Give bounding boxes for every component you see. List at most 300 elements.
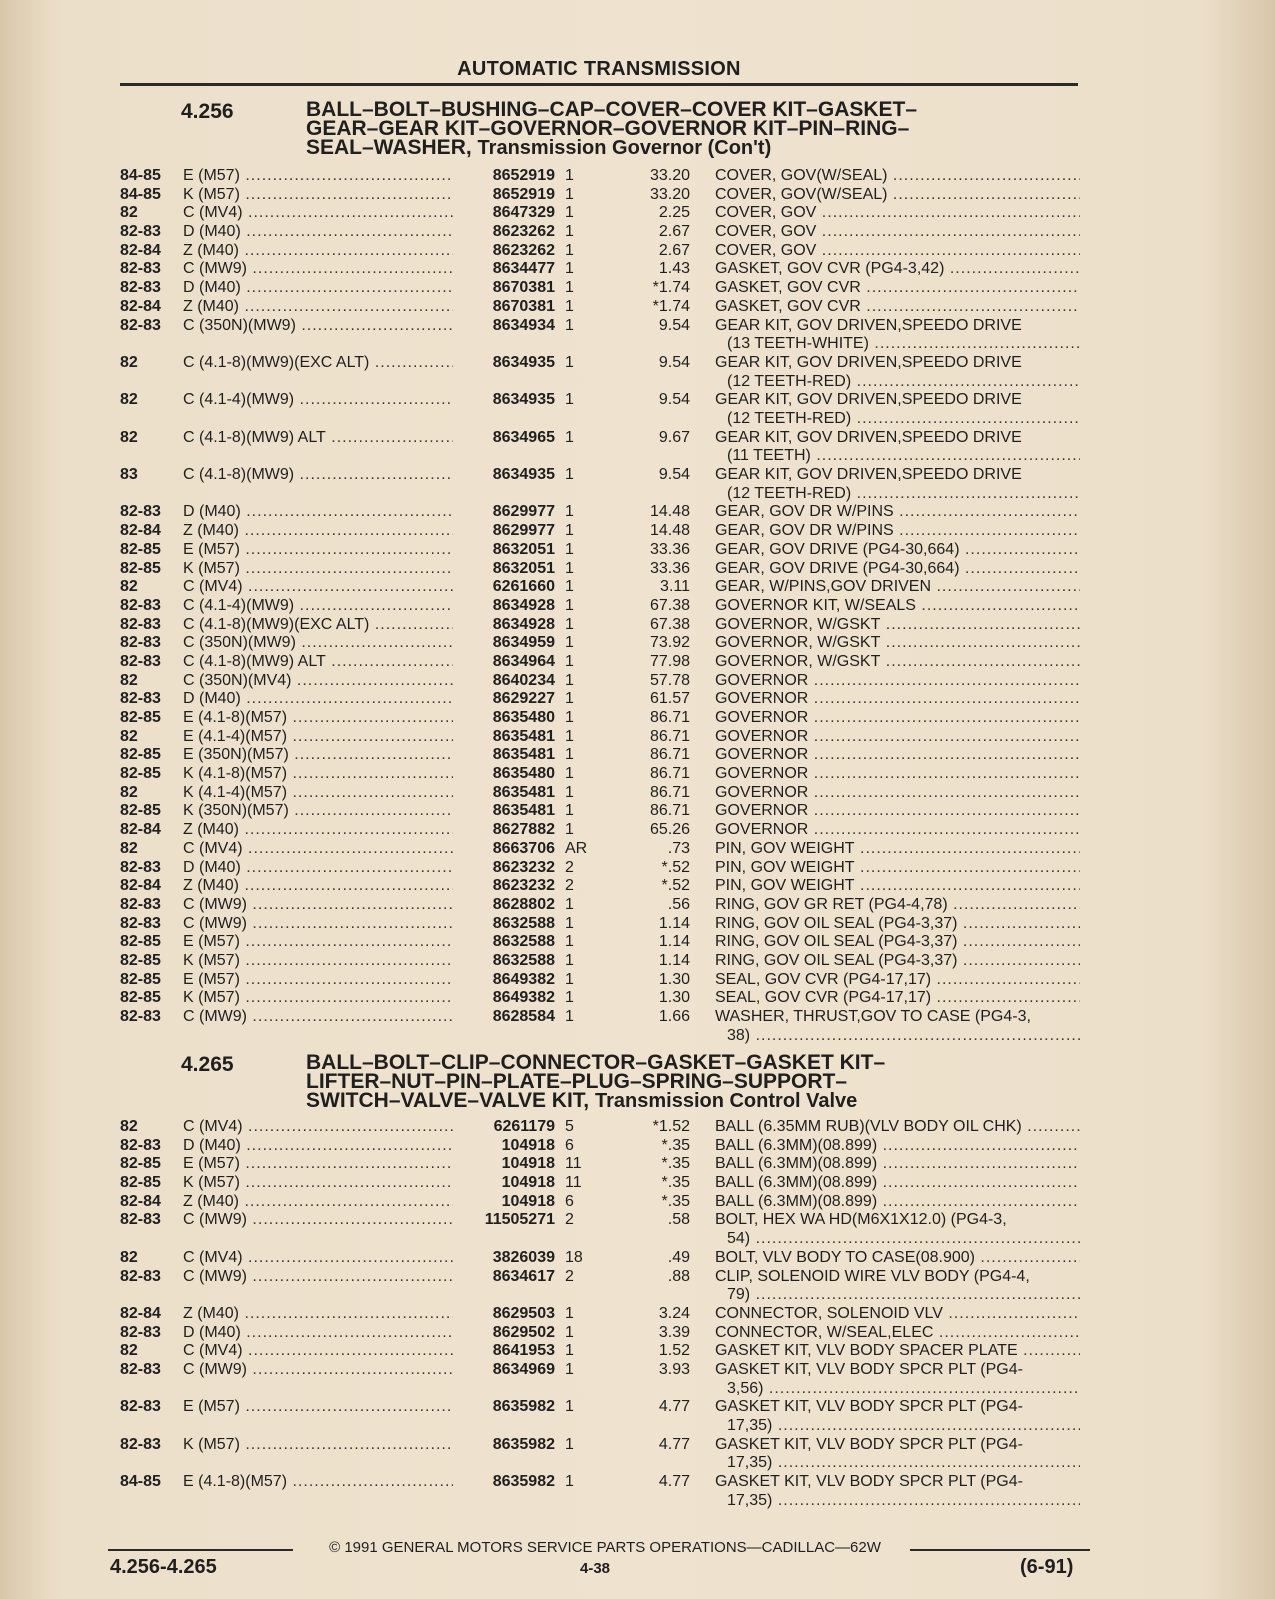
price-cell: 1.30 (658, 970, 690, 988)
table-row (0, 204, 1275, 223)
part-number-cell: 8632588 (492, 933, 555, 951)
part-number-cell: 8640234 (492, 671, 555, 689)
description-line: GASKET, GOV CVR (PG4-3,42) ..... (715, 260, 1080, 279)
description-cell (715, 298, 1080, 317)
quantity-cell: 1 (565, 503, 574, 521)
year-cell: 82 (120, 1342, 138, 1360)
year-cell: 82-83 (120, 615, 161, 633)
quantity-cell: 1 (565, 1473, 574, 1491)
year-cell: 82-85 (120, 951, 161, 969)
year-cell: 82 (120, 1248, 138, 1266)
quantity-cell: 5 (565, 1118, 574, 1135)
model-cell: C (350N)(MV4) ..... (183, 672, 453, 691)
table-row (0, 186, 1275, 205)
description-line: GOVERNOR ..... (715, 765, 1080, 784)
part-number-cell: 8670381 (492, 297, 555, 315)
description-cell (715, 204, 1080, 223)
table-row (0, 466, 1275, 503)
table-row (0, 429, 1275, 466)
description-cell (715, 653, 1080, 672)
part-number-cell: 8635481 (492, 783, 555, 801)
description-cell (715, 709, 1080, 728)
description-line: 38) ..... (715, 1027, 1080, 1046)
part-number-cell: 8623262 (492, 223, 555, 241)
price-cell: 4.77 (658, 1398, 690, 1416)
model-cell: Z (M40) ..... (183, 298, 453, 317)
section-title-line (306, 1091, 1046, 1111)
model-cell: C (MW9) ..... (183, 1361, 453, 1380)
price-cell: 3.39 (658, 1323, 690, 1341)
part-number-cell: 8634965 (492, 428, 555, 446)
part-number-cell: 8632051 (492, 540, 555, 558)
model-cell: D (M40) ..... (183, 690, 453, 709)
year-cell: 84-85 (120, 1473, 161, 1491)
year-cell: 82-83 (120, 634, 161, 652)
description-line: GEAR KIT, GOV DRIVEN,SPEEDO DRIVE (715, 466, 1022, 484)
quantity-cell: 6 (565, 1136, 574, 1154)
year-cell: 82-83 (120, 1267, 161, 1285)
part-number-cell: 8623232 (492, 858, 555, 876)
part-number-cell: 104918 (501, 1136, 555, 1154)
price-cell: 9.67 (658, 428, 690, 446)
description-line: GEAR, GOV DR W/PINS ..... (715, 522, 1080, 541)
description-line: COVER, GOV ..... (715, 242, 1080, 261)
part-number-cell: 8632588 (492, 951, 555, 969)
part-number-cell: 11505271 (484, 1211, 555, 1229)
description-line: GEAR KIT, GOV DRIVEN,SPEEDO DRIVE (715, 316, 1022, 334)
year-cell: 82-85 (120, 933, 161, 951)
section-number: 4.265 (181, 1053, 234, 1076)
year-cell: 82 (120, 428, 138, 446)
description-cell (715, 597, 1080, 616)
description-line: GEAR, GOV DRIVE (PG4-30,664) ..... (715, 560, 1080, 579)
part-number-cell: 8652919 (492, 185, 555, 203)
table-row (0, 672, 1275, 691)
description-cell (715, 242, 1080, 261)
table-row (0, 1473, 1275, 1510)
model-cell: Z (M40) ..... (183, 1305, 453, 1324)
part-number-cell: 8627882 (492, 821, 555, 839)
year-cell: 82-85 (120, 709, 161, 727)
quantity-cell: 1 (565, 652, 574, 670)
description-cell (715, 279, 1080, 298)
price-cell: 3.11 (660, 578, 690, 596)
description-line: SEAL, GOV CVR (PG4-17,17) ..... (715, 971, 1080, 990)
quantity-cell: 1 (565, 596, 574, 614)
description-line: GEAR, W/PINS,GOV DRIVEN ..... (715, 578, 1080, 597)
quantity-cell: 1 (565, 765, 574, 783)
year-cell: 82-84 (120, 522, 161, 540)
quantity-cell: 1 (565, 167, 574, 184)
year-cell: 82 (120, 671, 138, 689)
model-cell: E (4.1-8)(M57) ..... (183, 709, 453, 728)
description-cell (715, 1473, 1080, 1510)
description-line: (12 TEETH-RED) ..... (715, 373, 1080, 392)
description-line: GEAR, GOV DR W/PINS ..... (715, 503, 1080, 522)
table-row (0, 1155, 1275, 1174)
description-cell (715, 1249, 1080, 1268)
price-cell: 1.52 (658, 1342, 690, 1360)
price-cell: 86.71 (649, 727, 690, 745)
table-row (0, 242, 1275, 261)
footer-rule (108, 1549, 293, 1551)
parts-table (0, 1118, 1275, 1511)
part-number-cell: 8632588 (492, 914, 555, 932)
model-cell: C (4.1-4)(MW9) ..... (183, 391, 453, 410)
year-cell: 82-83 (120, 690, 161, 708)
section-number: 4.256 (181, 100, 234, 123)
part-number-cell: 8634617 (492, 1267, 555, 1285)
description-line: CONNECTOR, W/SEAL,ELEC ..... (715, 1324, 1080, 1343)
model-cell: E (M57) ..... (183, 167, 453, 186)
model-cell: E (M57) ..... (183, 1155, 453, 1174)
model-cell: C (4.1-8)(MW9) ALT ..... (183, 653, 453, 672)
model-cell: C (MW9) ..... (183, 896, 453, 915)
model-cell: Z (M40) ..... (183, 522, 453, 541)
part-number-cell: 8628584 (492, 1008, 555, 1026)
description-line: 79) ..... (715, 1286, 1080, 1305)
description-cell (715, 989, 1080, 1008)
model-cell: E (M57) ..... (183, 971, 453, 990)
description-line: GOVERNOR ..... (715, 746, 1080, 765)
description-cell (715, 1342, 1080, 1361)
description-line: PIN, GOV WEIGHT ..... (715, 840, 1080, 859)
price-cell: *.52 (661, 877, 690, 895)
part-number-cell: 8649382 (492, 970, 555, 988)
part-number-cell: 8649382 (492, 989, 555, 1007)
price-cell: 86.71 (649, 709, 690, 727)
price-cell: 57.78 (649, 671, 690, 689)
quantity-cell: 2 (565, 1267, 574, 1285)
description-cell (715, 1398, 1080, 1435)
quantity-cell: 1 (565, 970, 574, 988)
quantity-cell: 1 (565, 690, 574, 708)
description-cell (715, 765, 1080, 784)
description-line: GOVERNOR ..... (715, 672, 1080, 691)
year-cell: 82 (120, 391, 138, 409)
table-row (0, 802, 1275, 821)
table-row (0, 1008, 1275, 1045)
part-number-cell: 8635982 (492, 1473, 555, 1491)
price-cell: 1.30 (658, 989, 690, 1007)
year-cell: 82 (120, 1118, 138, 1135)
model-cell: C (MW9) ..... (183, 1268, 453, 1287)
description-cell (715, 1361, 1080, 1398)
description-line: GOVERNOR ..... (715, 690, 1080, 709)
description-cell (715, 1268, 1080, 1305)
part-number-cell: 8663706 (492, 839, 555, 857)
model-cell: E (M57) ..... (183, 933, 453, 952)
description-line: (11 TEETH) ..... (715, 447, 1080, 466)
table-row (0, 859, 1275, 878)
price-cell: 9.54 (658, 353, 690, 371)
table-row (0, 1268, 1275, 1305)
section-title (306, 100, 1046, 158)
section-subtitle: Transmission Control Valve (595, 1090, 858, 1112)
year-cell: 82-83 (120, 503, 161, 521)
model-cell: C (MV4) ..... (183, 578, 453, 597)
part-number-cell: 104918 (501, 1174, 555, 1192)
footer-section-range: 4.256-4.265 (110, 1556, 217, 1578)
description-cell (715, 690, 1080, 709)
part-number-cell: 3826039 (492, 1248, 555, 1266)
part-number-cell: 8635480 (492, 709, 555, 727)
quantity-cell: 1 (565, 353, 574, 371)
quantity-cell: 1 (565, 895, 574, 913)
quantity-cell: 1 (565, 746, 574, 764)
quantity-cell: 6 (565, 1192, 574, 1210)
model-cell: C (350N)(MW9) ..... (183, 634, 453, 653)
part-number-cell: 8670381 (492, 279, 555, 297)
table-row (0, 298, 1275, 317)
description-line: WASHER, THRUST,GOV TO CASE (PG4-3, (715, 1008, 1031, 1026)
description-cell (715, 354, 1080, 391)
part-number-cell: 8652919 (492, 167, 555, 184)
description-cell (715, 840, 1080, 859)
year-cell: 82-83 (120, 895, 161, 913)
quantity-cell: 1 (565, 391, 574, 409)
quantity-cell: 1 (565, 466, 574, 484)
description-line: CLIP, SOLENOID WIRE VLV BODY (PG4-4, (715, 1267, 1030, 1285)
year-cell: 82-83 (120, 279, 161, 297)
price-cell: 1.14 (658, 933, 690, 951)
part-number-cell: 8634969 (492, 1360, 555, 1378)
year-cell: 82-83 (120, 1008, 161, 1026)
model-cell: C (4.1-8)(MW9)(EXC ALT) ..... (183, 354, 453, 373)
year-cell: 83 (120, 466, 138, 484)
part-number-cell: 8634959 (492, 634, 555, 652)
table-row (0, 877, 1275, 896)
table-row (0, 1342, 1275, 1361)
quantity-cell: 1 (565, 783, 574, 801)
table-row (0, 541, 1275, 560)
description-line: (13 TEETH-WHITE) ..... (715, 335, 1080, 354)
description-cell (715, 821, 1080, 840)
part-number-cell: 8623262 (492, 241, 555, 259)
table-row (0, 1361, 1275, 1398)
price-cell: 2.67 (658, 241, 690, 259)
part-number-cell: 8634928 (492, 615, 555, 633)
model-cell: C (350N)(MW9) ..... (183, 317, 453, 336)
part-number-cell: 8632051 (492, 559, 555, 577)
price-cell: *1.52 (652, 1118, 690, 1135)
description-line: BALL (6.3MM)(08.899) ..... (715, 1155, 1080, 1174)
quantity-cell: 1 (565, 185, 574, 203)
model-cell: K (M57) ..... (183, 989, 453, 1008)
description-line: COVER, GOV ..... (715, 204, 1080, 223)
part-number-cell: 8634935 (492, 466, 555, 484)
description-cell (715, 971, 1080, 990)
part-number-cell: 8629503 (492, 1304, 555, 1322)
price-cell: 4.77 (658, 1473, 690, 1491)
model-cell: C (4.1-8)(MW9)(EXC ALT) ..... (183, 616, 453, 635)
table-row (0, 1305, 1275, 1324)
part-number-cell: 8629977 (492, 503, 555, 521)
section-title-line: BALL–BOLT–BUSHING–CAP–COVER–COVER KIT–GASKET– (306, 98, 918, 121)
price-cell: 1.43 (658, 260, 690, 278)
quantity-cell: 11 (565, 1174, 582, 1192)
quantity-cell: 1 (565, 1008, 574, 1026)
quantity-cell: 1 (565, 316, 574, 334)
description-line: BALL (6.35MM RUB)(VLV BODY OIL CHK) ..... (715, 1118, 1080, 1137)
description-line: GOVERNOR ..... (715, 802, 1080, 821)
description-cell (715, 802, 1080, 821)
part-number-cell: 8635982 (492, 1435, 555, 1453)
description-cell (715, 560, 1080, 579)
section-title-line: BALL–BOLT–CLIP–CONNECTOR–GASKET–GASKET KIT– (306, 1051, 886, 1074)
description-cell (715, 1436, 1080, 1473)
year-cell: 82-83 (120, 316, 161, 334)
table-row (0, 709, 1275, 728)
price-cell: 1.14 (658, 914, 690, 932)
table-row (0, 616, 1275, 635)
model-cell: C (MW9) ..... (183, 915, 453, 934)
year-cell: 82-85 (120, 802, 161, 820)
price-cell: 9.54 (658, 391, 690, 409)
part-number-cell: 104918 (501, 1192, 555, 1210)
description-line: GOVERNOR, W/GSKT ..... (715, 653, 1080, 672)
description-line: 17,35) ..... (715, 1417, 1080, 1436)
model-cell: C (MW9) ..... (183, 1008, 453, 1027)
price-cell: 33.36 (649, 540, 690, 558)
year-cell: 82-83 (120, 1398, 161, 1416)
description-cell (715, 466, 1080, 503)
description-line: BOLT, HEX WA HD(M6X1X12.0) (PG4-3, (715, 1211, 1007, 1229)
model-cell: E (4.1-4)(M57) ..... (183, 728, 453, 747)
table-row (0, 503, 1275, 522)
description-cell (715, 915, 1080, 934)
table-row (0, 354, 1275, 391)
part-number-cell: 8635982 (492, 1398, 555, 1416)
price-cell: 67.38 (649, 596, 690, 614)
footer-page-number: 4-38 (580, 1560, 611, 1577)
quantity-cell: 2 (565, 877, 574, 895)
table-row (0, 279, 1275, 298)
model-cell: K (350N)(M57) ..... (183, 802, 453, 821)
table-row (0, 728, 1275, 747)
table-row (0, 653, 1275, 672)
description-line: SEAL, GOV CVR (PG4-17,17) ..... (715, 989, 1080, 1008)
quantity-cell: 1 (565, 1435, 574, 1453)
quantity-cell: 1 (565, 522, 574, 540)
part-number-cell: 8635481 (492, 802, 555, 820)
price-cell: 86.71 (649, 783, 690, 801)
part-number-cell: 8635481 (492, 727, 555, 745)
price-cell: 86.71 (649, 802, 690, 820)
description-line: COVER, GOV(W/SEAL) ..... (715, 167, 1080, 186)
description-line: GASKET, GOV CVR ..... (715, 298, 1080, 317)
table-row (0, 1193, 1275, 1212)
description-cell (715, 1118, 1080, 1137)
description-line: GASKET KIT, VLV BODY SPCR PLT (PG4- (715, 1473, 1023, 1491)
description-line: PIN, GOV WEIGHT ..... (715, 877, 1080, 896)
description-line: (12 TEETH-RED) ..... (715, 485, 1080, 504)
model-cell: Z (M40) ..... (183, 1193, 453, 1212)
price-cell: 86.71 (649, 765, 690, 783)
description-line: RING, GOV OIL SEAL (PG4-3,37) ..... (715, 933, 1080, 952)
price-cell: *.35 (661, 1155, 690, 1173)
description-cell (715, 1155, 1080, 1174)
model-cell: K (M57) ..... (183, 560, 453, 579)
description-line: GOVERNOR KIT, W/SEALS ..... (715, 597, 1080, 616)
model-cell: Z (M40) ..... (183, 877, 453, 896)
description-cell (715, 634, 1080, 653)
price-cell: .88 (667, 1267, 690, 1285)
part-number-cell: 8635481 (492, 746, 555, 764)
description-cell (715, 578, 1080, 597)
description-cell (715, 952, 1080, 971)
year-cell: 82-84 (120, 297, 161, 315)
table-row (0, 1436, 1275, 1473)
model-cell: E (M57) ..... (183, 1398, 453, 1417)
part-number-cell: 8634964 (492, 652, 555, 670)
table-row (0, 223, 1275, 242)
description-cell (715, 1193, 1080, 1212)
price-cell: *1.74 (652, 279, 690, 297)
table-row (0, 821, 1275, 840)
price-cell: 33.36 (649, 559, 690, 577)
price-cell: 3.93 (658, 1360, 690, 1378)
part-number-cell: 8634477 (492, 260, 555, 278)
model-cell: C (4.1-8)(MW9) ..... (183, 466, 453, 485)
year-cell: 82 (120, 353, 138, 371)
section-title-line (306, 138, 1046, 158)
part-number-cell: 8629227 (492, 690, 555, 708)
description-cell (715, 1305, 1080, 1324)
model-cell: C (MW9) ..... (183, 1211, 453, 1230)
part-number-cell: 8634935 (492, 391, 555, 409)
part-number-cell: 8634934 (492, 316, 555, 334)
price-cell: *.35 (661, 1192, 690, 1210)
year-cell: 82-83 (120, 260, 161, 278)
page-title: AUTOMATIC TRANSMISSION (120, 58, 1078, 86)
quantity-cell: 11 (565, 1155, 582, 1173)
description-line: GASKET KIT, VLV BODY SPCR PLT (PG4- (715, 1398, 1023, 1416)
model-cell: D (M40) ..... (183, 859, 453, 878)
description-line: COVER, GOV(W/SEAL) ..... (715, 186, 1080, 205)
part-number-cell: 8634935 (492, 353, 555, 371)
description-cell (715, 933, 1080, 952)
description-line: GASKET KIT, VLV BODY SPCR PLT (PG4- (715, 1360, 1023, 1378)
price-cell: 4.77 (658, 1435, 690, 1453)
description-cell (715, 503, 1080, 522)
quantity-cell: 1 (565, 279, 574, 297)
price-cell: 33.20 (649, 185, 690, 203)
table-row (0, 167, 1275, 186)
table-row (0, 1249, 1275, 1268)
year-cell: 84-85 (120, 185, 161, 203)
price-cell: .58 (667, 1211, 690, 1229)
model-cell: E (350N)(M57) ..... (183, 746, 453, 765)
year-cell: 82-83 (120, 223, 161, 241)
description-line: GOVERNOR, W/GSKT ..... (715, 634, 1080, 653)
description-cell (715, 746, 1080, 765)
year-cell: 82-83 (120, 858, 161, 876)
year-cell: 82-84 (120, 1304, 161, 1322)
footer-date: (6-91) (1020, 1556, 1074, 1578)
table-row (0, 915, 1275, 934)
price-cell: .49 (667, 1248, 690, 1266)
quantity-cell: 1 (565, 671, 574, 689)
model-cell: K (M57) ..... (183, 186, 453, 205)
description-line: BALL (6.3MM)(08.899) ..... (715, 1137, 1080, 1156)
description-line: GASKET, GOV CVR ..... (715, 279, 1080, 298)
price-cell: .73 (667, 839, 690, 857)
price-cell: *.52 (661, 858, 690, 876)
description-line: GOVERNOR ..... (715, 709, 1080, 728)
description-line: GOVERNOR ..... (715, 784, 1080, 803)
description-cell (715, 616, 1080, 635)
